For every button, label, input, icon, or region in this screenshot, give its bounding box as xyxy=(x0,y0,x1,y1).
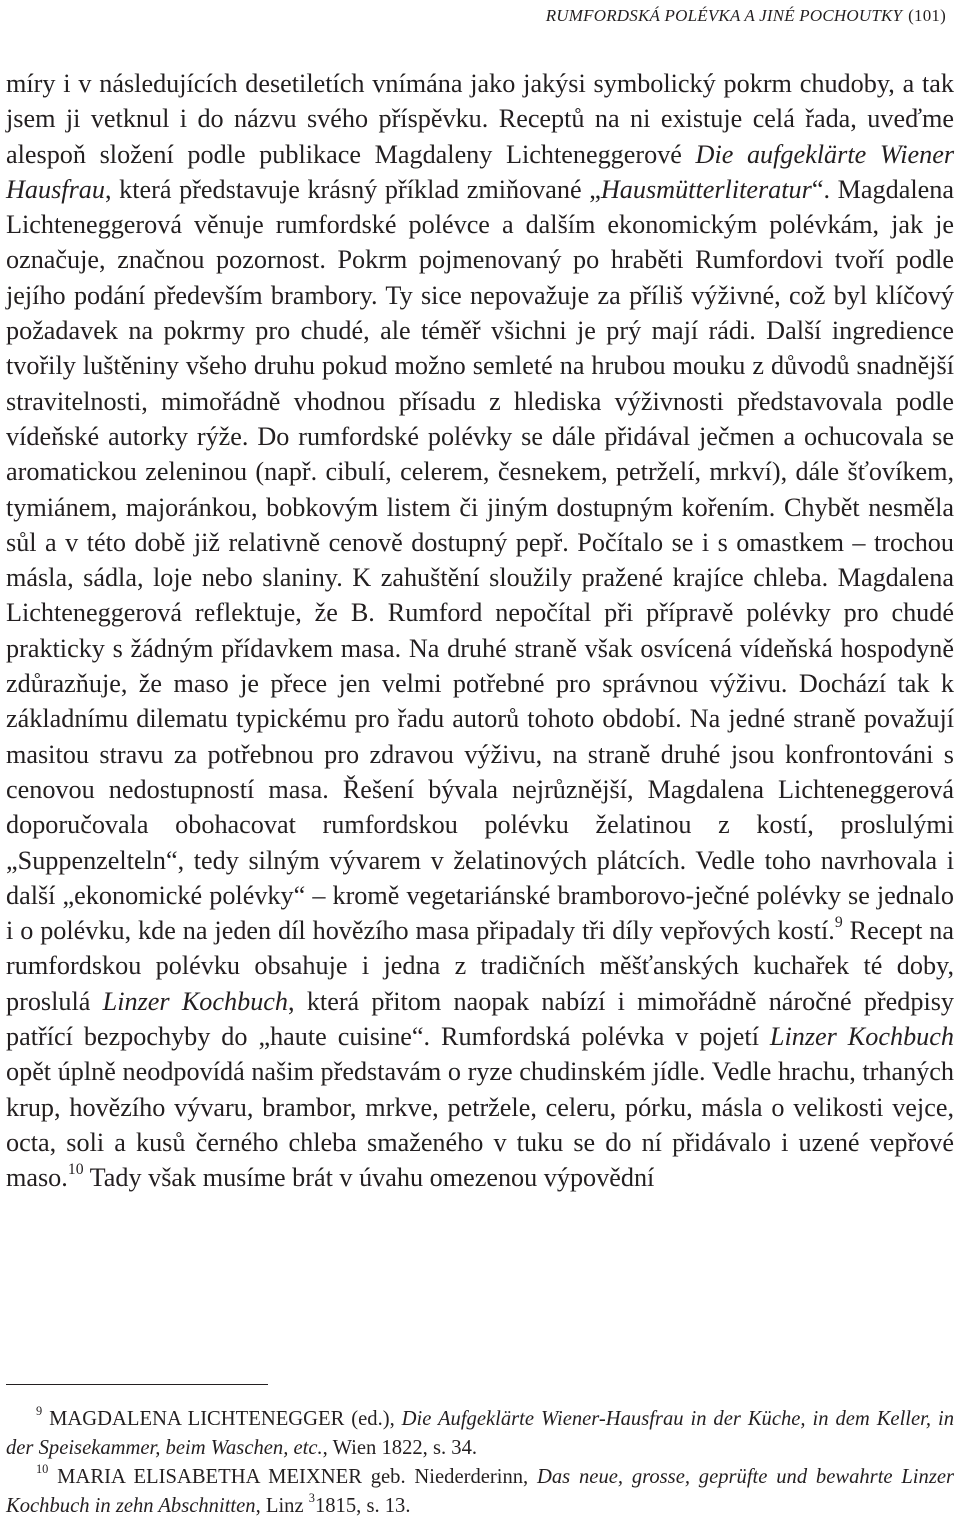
footnote-number: 9 xyxy=(36,1404,43,1419)
text-segment: Recept na rumfordskou polévku obsahuje i jedna z tradičních měšťanských kuchařek té doby, proslulá xyxy=(6,916,954,1016)
body-paragraph xyxy=(6,66,954,1196)
text-segment: opět úplně neodpovídá našim představám o ryze chudinském jídle. Vedle hrachu, trhaných krup, hovězího vývaru, brambor, mrkve, petržele, celeru, pórku, másla o velikosti vejce, octa, soli a kusů černého chleba smaženého v tuku se do ní přidávalo i uzené vepřové maso. xyxy=(6,1057,954,1193)
running-title: RUMFORDSKÁ POLÉVKA A JINÉ POCHOUTKY xyxy=(545,6,903,25)
text-segment: Tady však musíme brát v úvahu omezenou výpovědní xyxy=(83,1163,655,1193)
footnote-number: 10 xyxy=(36,1462,49,1477)
running-header xyxy=(546,6,946,26)
text-segment: 1815, s. 13. xyxy=(314,1495,411,1517)
footnote-marker: 3 xyxy=(308,1491,315,1506)
footnotes xyxy=(6,1405,954,1521)
footnote xyxy=(6,1463,954,1521)
text-segment: , která přitom naopak nabízí i mimořádně náročné předpisy patřící bezpochyby do „haute cuisine“. Rumfordská polévka v pojetí xyxy=(6,986,955,1052)
italic-title-text: Hausmütterliteratur xyxy=(600,174,812,204)
text-segment: , která představuje krásný příklad zmiňované „ xyxy=(104,174,601,204)
text-segment: , Wien 1822, s. 34. xyxy=(322,1437,478,1459)
footnote-marker: 10 xyxy=(67,1161,84,1179)
italic-title-text: Das neue, grosse, geprüfte und bewahrte Linzer Kochbuch in zehn Abschnitten xyxy=(6,1466,954,1517)
text-segment: “. Magdalena Lichteneggerová věnuje rumfordské polévce a dalším ekonomickým polévkám, jak je označuje, značnou pozornost. Pokrm pojmenovaný po hraběti Rumfordovi tvoří podle jejího podání především brambory. Ty sice nepovažuje za příliš výživné, což byl klíčový požadavek na pokrmy pro chudé, ale téměř všichni je prý mají rádi. Další ingredience tvořily luštěniny všeho druhu pokud možno semleté na hrubou mouku z důvodů snadnější stravitelnosti, mimořádně vhodnou přísadu z hlediska výživnosti představovala podle vídeňské autorky rýže. Do rumfordské polévky se dále přidával ječmen a ochucovala se aromatickou zeleninou (např. cibulí, celerem, česnekem, petrželí, mrkví), dále šťovíkem, tymiánem, majoránkou, bobkovým listem či jiným dostupným kořením. Chybět nesměla sůl a v této době již relativně cenově dostupný pepř. Počítalo se i s omastkem – trochou másla, sádla, loje nebo slaniny. K zahuštění sloužily pražené krajíce chleba. Magdalena Lichteneggerová reflektuje, že B. Rumford nepočítal při přípravě polévky pro chudé prakticky s žádným přídavkem masa. Na druhé straně však osvícená vídeňská hospodyně zdůrazňuje, že maso je přece jen velmi potřebné pro správnou výživu. Dochází tak k základnímu dilematu typickému pro řadu autorů tohoto období. Na jedné straně považují masitou stravu za potřebnou pro zdravou výživu, na straně druhé jsou konfrontováni s cenovou nedostupností masa. Řešení bývala nejrůznější, Magdalena Lichteneggerová doporučovala obohacovat rumfordskou polévku želatinou z kostí, proslulými „Suppenzelteln“, tedy silným vývarem v želatinových plátcích. Vedle toho navrhovala i další „ekonomické polévky“ – kromě vegetariánské bramborovo-ječné polévky se jednalo i o polévku, kde na jeden díl hovězího masa připadaly tři díly vepřových kostí. xyxy=(6,174,954,946)
italic-title-text: Linzer Kochbuch xyxy=(102,986,289,1016)
italic-title-text: Die Aufgeklärte Wiener-Hausfrau in der Küche, in dem Keller, in der Speisekammer, beim Waschen, etc. xyxy=(6,1408,954,1459)
italic-title-text: Die aufgeklärte Wiener Hausfrau xyxy=(6,139,955,204)
page-number: (101) xyxy=(908,6,946,25)
italic-title-text: Linzer Kochbuch xyxy=(769,1022,954,1052)
footnote-marker: 9 xyxy=(834,914,843,932)
footnote-divider xyxy=(6,1384,268,1385)
text-segment: MAGDALENA LICHTENEGGER (ed.), xyxy=(42,1408,402,1430)
text-segment: MARIA ELISABETHA MEIXNER geb. Niederderinn, xyxy=(48,1466,538,1488)
text-segment: , Linz xyxy=(255,1495,309,1517)
text-segment: míry i v následujících desetiletích vnímána jako jakýsi symbolický pokrm chudoby, a tak jsem ji vetknul i do názvu svého příspěvku. Receptů na ni existuje celá řada, uveďme alespoň složení podle publikace Magdaleny Lichteneggerové xyxy=(6,69,954,169)
footnote xyxy=(6,1405,954,1463)
